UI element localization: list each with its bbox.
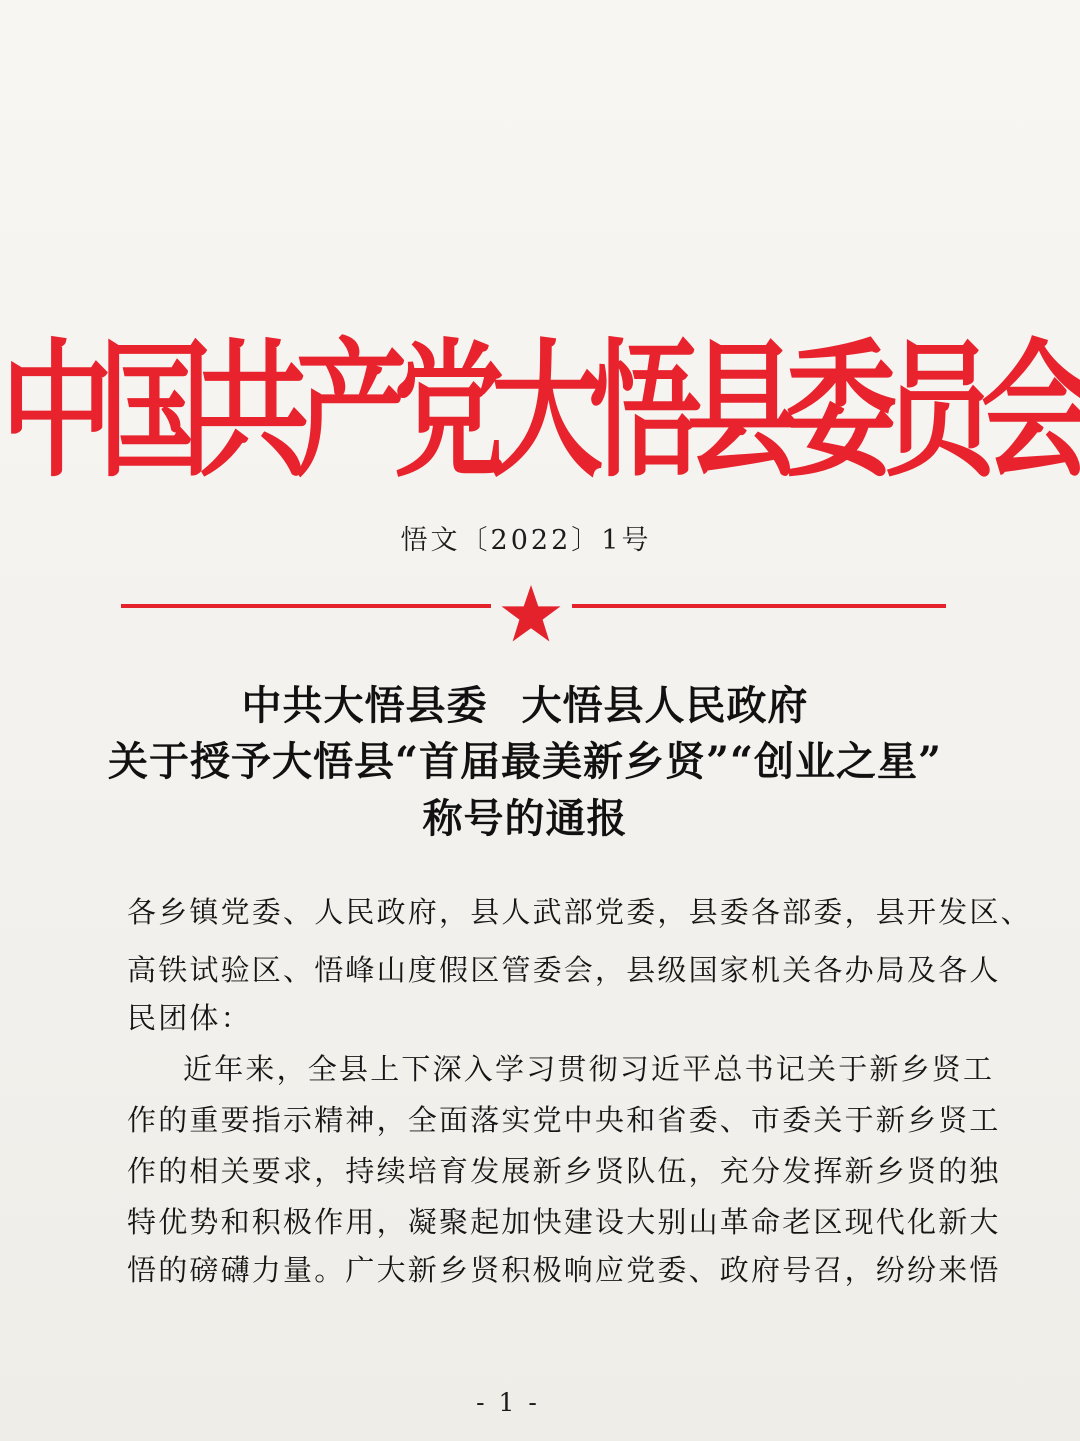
red-rule-left — [121, 604, 491, 608]
body-paragraph-line: 特优势和积极作用，凝聚起加快建设大别山革命老区现代化新大 — [127, 1205, 1001, 1239]
notice-title-line-2: 关于授予大悟县“首届最美新乡贤”“创业之星” — [107, 738, 943, 785]
notice-title-line-3: 称号的通报 — [422, 795, 628, 842]
issuer-party-committee: 中共大悟县委 — [241, 682, 488, 729]
recipients-line: 高铁试验区、悟峰山度假区管委会，县级国家机关各办局及各人 — [127, 953, 1001, 987]
body-paragraph-line: 作的相关要求，持续培育发展新乡贤队伍，充分发挥新乡贤的独 — [127, 1154, 1001, 1188]
red-star-icon — [500, 584, 562, 644]
page-number: - 1 - — [476, 1388, 540, 1417]
body-paragraph-line: 作的重要指示精神，全面落实党中央和省委、市委关于新乡贤工 — [127, 1103, 1001, 1137]
notice-title-line-1 — [0, 674, 1050, 731]
body-paragraph-line: 近年来，全县上下深入学习贯彻习近平总书记关于新乡贤工 — [183, 1052, 995, 1086]
organization-title: 中国共产党大悟县委员会 — [1, 326, 1079, 498]
document-number: 悟文〔2022〕1号 — [400, 525, 652, 556]
issuer-county-government: 大悟县人民政府 — [521, 682, 809, 729]
recipients-line: 民团体： — [127, 1001, 252, 1035]
recipients-line: 各乡镇党委、人民政府，县人武部党委，县委各部委，县开发区、 — [127, 895, 1032, 929]
red-rule-right — [572, 604, 946, 608]
body-paragraph-line: 悟的磅礴力量。广大新乡贤积极响应党委、政府号召，纷纷来悟 — [127, 1253, 1001, 1287]
